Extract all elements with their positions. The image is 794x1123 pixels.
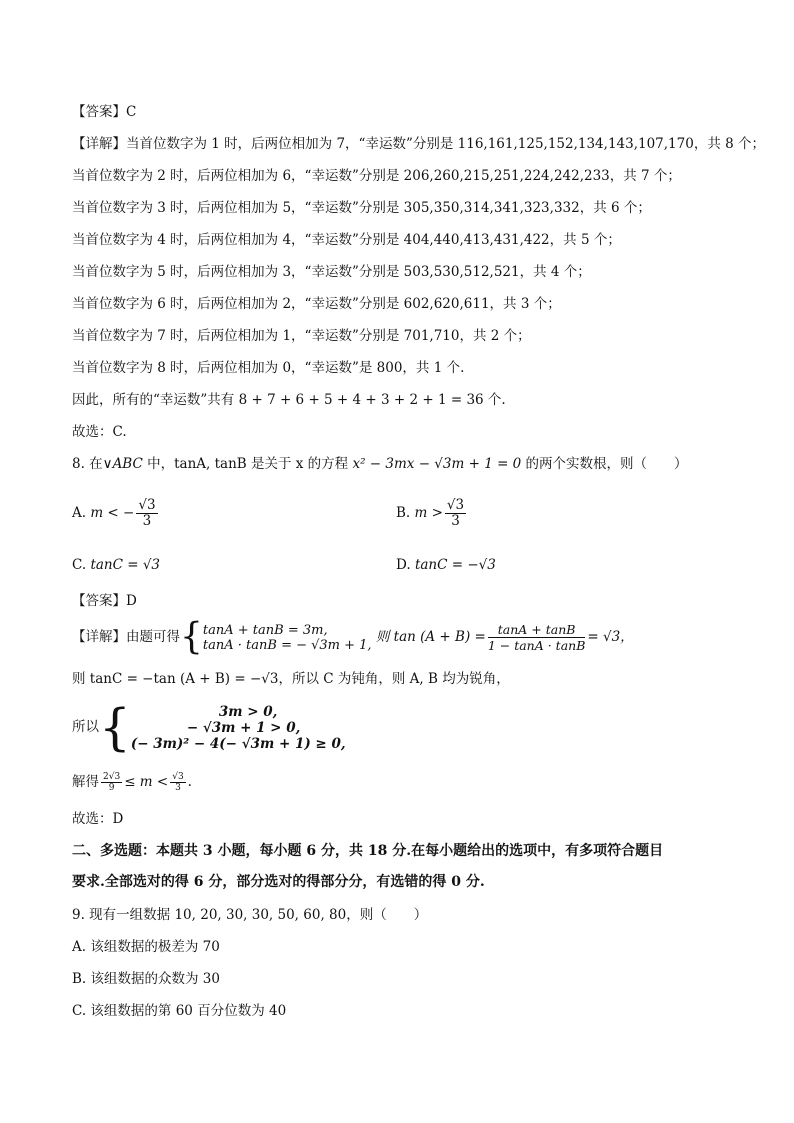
option-math: m < − (90, 505, 135, 521)
q9-option-b: B. 该组数据的众数为 30 (72, 971, 220, 987)
condition-1: 3m > 0, (218, 703, 278, 720)
fraction-denominator: 3 (451, 513, 460, 529)
option-label: B. (396, 505, 411, 521)
option-label: A. (72, 505, 87, 521)
q8-stem-a: 8. 在∨ (72, 456, 113, 472)
q9-option-c: C. 该组数据的第 60 百分位数为 40 (72, 1003, 287, 1019)
q7-detail-line-1 (72, 135, 765, 153)
q7-detail-line-5: 当首位数字为 5 时，后两位相加为 3，“幸运数”分别是 503,530,512,521，共 4 个； (72, 264, 591, 280)
option-label: D. (396, 557, 411, 573)
left-brace: { (99, 698, 131, 757)
option-math: tanC = −√3 (414, 557, 496, 573)
option-math: tanC = √3 (90, 557, 161, 573)
fraction-numerator: tanA + tanB (488, 622, 586, 638)
option-math: m > (414, 505, 443, 521)
solve-end: . (187, 774, 192, 790)
system-eq-1: tanA + tanB = 3m, (202, 622, 328, 638)
fraction-denominator: 1 − tanA · tanB (487, 638, 586, 653)
q7-detail-line-3: 当首位数字为 3 时，后两位相加为 5，“幸运数”分别是 305,350,314,341,323,332，共 6 个； (72, 200, 651, 216)
q7-detail-line-2: 当首位数字为 2 时，后两位相加为 6，“幸运数”分别是 206,260,215,251,224,242,233，共 7 个； (72, 168, 681, 184)
q7-choose: 故选：C. (72, 424, 127, 440)
answer-tag: 【答案】 (72, 593, 126, 609)
fraction (445, 498, 466, 529)
q7-detail-line-7: 当首位数字为 7 时，后两位相加为 1，“幸运数”分别是 701,710，共 2 个； (72, 328, 531, 344)
solve-mid: ≤ m < (124, 774, 169, 790)
q8-conditions (72, 698, 346, 757)
detail-text: 当首位数字为 1 时，后两位相加为 7，“幸运数”分别是 116,161,125,152,134,143,107,170，共 8 个； (126, 136, 765, 152)
q7-detail-line-4: 当首位数字为 4 时，后两位相加为 4，“幸运数”分别是 404,440,413,431,422，共 5 个； (72, 232, 621, 248)
detail-tag: 【详解】 (72, 136, 126, 152)
fraction-numerator: √3 (138, 497, 156, 513)
equation-system (203, 623, 372, 653)
q8-answer-line (72, 592, 137, 610)
section2-heading-line-1: 二、多选题：本题共 3 小题，每小题 6 分，共 18 分.在每小题给出的选项中，有多项符合题目 (72, 843, 664, 859)
fraction-numerator: √3 (172, 772, 184, 782)
solve-pre: 解得 (72, 774, 99, 790)
q8-option-a (72, 498, 160, 529)
tan-sum-result: = √3， (587, 629, 634, 645)
detail-pre: 由题可得 (126, 629, 180, 645)
q8-option-c (72, 557, 160, 573)
q7-detail-line-6: 当首位数字为 6 时，后两位相加为 2，“幸运数”分别是 602,620,611，共 3 个； (72, 296, 561, 312)
tan-sum-fraction (488, 622, 586, 653)
q8-choose: 故选：D (72, 811, 124, 827)
detail-tag: 【详解】 (72, 629, 126, 645)
q8-detail-line-2: 则 tanC = −tan (A + B) = −√3，所以 C 为钝角，则 A, B 均为锐角， (72, 671, 510, 687)
q7-therefore: 因此，所有的“幸运数”共有 8 + 7 + 6 + 5 + 4 + 3 + 2 + 1 = 36 个. (72, 392, 506, 408)
condition-system (131, 704, 346, 752)
q9-stem: 9. 现有一组数据 10, 20, 30, 30, 50, 60, 80，则（ ） (72, 907, 428, 923)
q8-option-d (396, 557, 496, 573)
condition-3: (− 3m)² − 4(− √3m + 1) ≥ 0, (130, 735, 346, 752)
q8-stem-c: 的两个实数根，则（ ） (521, 456, 688, 472)
answer-tag: 【答案】 (72, 104, 126, 120)
answer-value: C (126, 104, 137, 120)
answer-value: D (126, 593, 137, 609)
q8-solve (72, 770, 192, 794)
q8-stem-equation: x² − 3mx − √3m + 1 = 0 (352, 456, 522, 472)
q8-option-b (396, 498, 468, 529)
option-label: C. (72, 557, 87, 573)
fraction-denominator: 9 (108, 783, 115, 793)
fraction-denominator: 3 (175, 783, 181, 793)
left-brace: { (180, 616, 203, 658)
q7-detail-line-8: 当首位数字为 8 时，后两位相加为 0，“幸运数”是 800，共 1 个. (72, 360, 465, 376)
fraction-numerator: √3 (446, 497, 465, 513)
so-label: 所以 (72, 719, 99, 735)
q8-detail-line-1 (72, 617, 634, 657)
system-eq-2: tanA · tanB = − √3m + 1, (202, 637, 372, 653)
tan-sum-lhs: 则 tan (A + B) = (375, 629, 486, 645)
fraction-right (170, 772, 185, 793)
q8-stem-b: 中，tanA, tanB 是关于 x 的方程 (142, 456, 353, 472)
fraction-numerator: 2√3 (103, 772, 121, 782)
q9-option-a: A. 该组数据的极差为 70 (72, 939, 220, 955)
section2-heading-line-2: 要求.全部选对的得 6 分，部分选对的得部分分，有选错的得 0 分. (72, 874, 485, 890)
fraction-left (101, 772, 122, 793)
fraction (136, 498, 157, 529)
q8-stem (72, 455, 688, 473)
fraction-denominator: 3 (142, 513, 152, 529)
q8-stem-abc: ABC (112, 456, 143, 472)
condition-2: − √3m + 1 > 0, (186, 719, 301, 736)
q7-answer-line (72, 103, 136, 121)
